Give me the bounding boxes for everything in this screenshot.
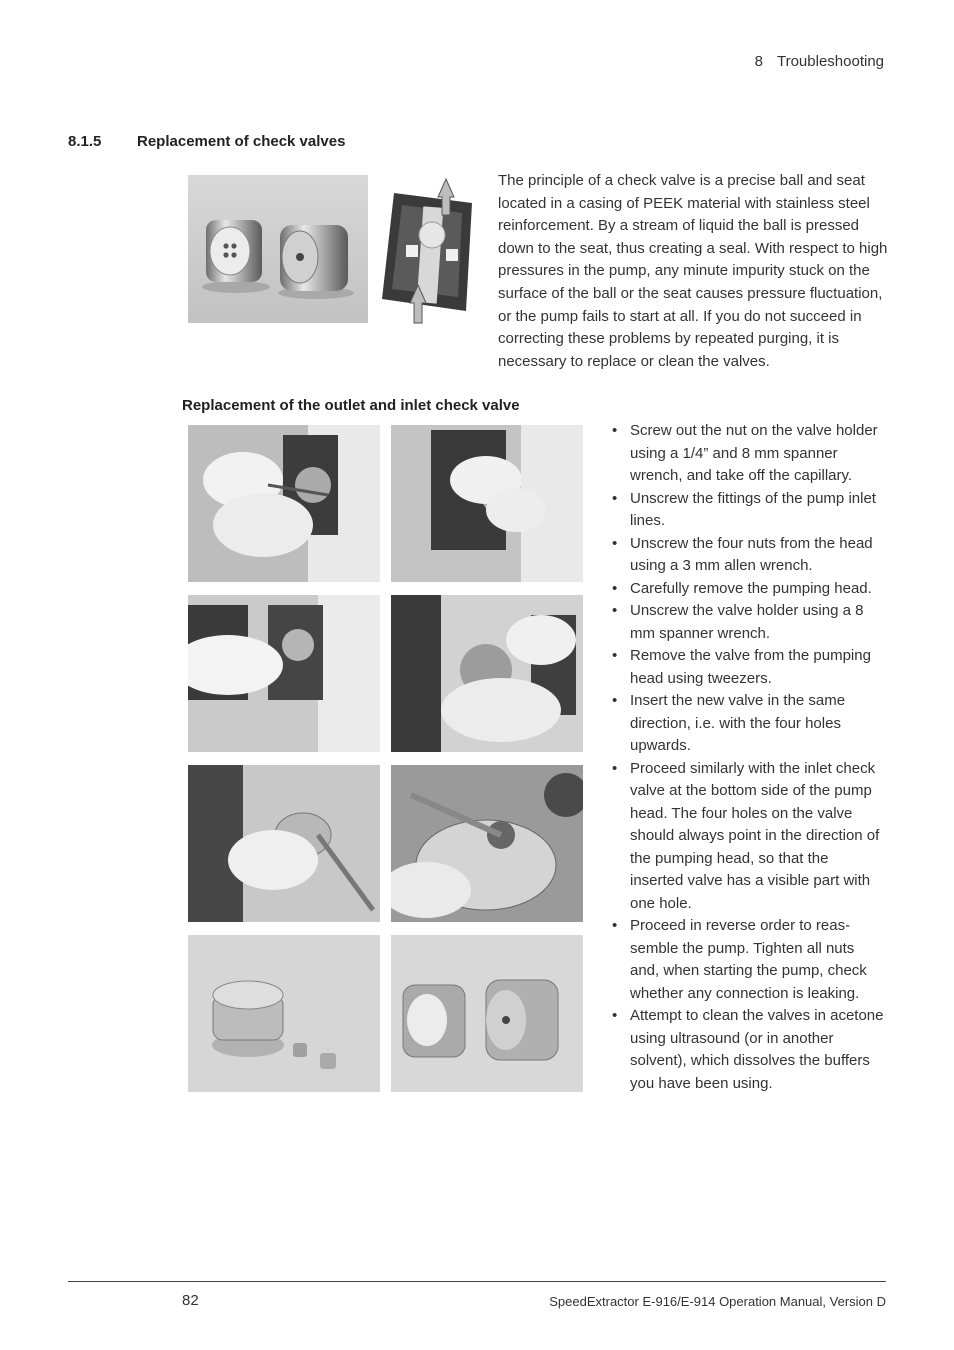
running-header <box>755 53 884 70</box>
section-number: 8.1.5 <box>68 133 102 150</box>
step-item: • Screw out the nut on the valve holder using a 1/4” and 8 mm spanner wrench, and take off the capillary. <box>612 420 884 488</box>
page-number: 82 <box>182 1292 199 1309</box>
step-photo-2 <box>391 425 583 582</box>
chapter-title: Troubleshooting <box>776 53 884 70</box>
step-photo-7 <box>188 935 380 1092</box>
step-photo-1 <box>188 425 380 582</box>
step-item: • Proceed similarly with the inlet check valve at the bottom side of the pump head. The four holes on the valve should always point in the direction of the pumping head, so that the inserted valve has a visible part with one hole. <box>612 758 884 916</box>
step-photo-8 <box>391 935 583 1092</box>
step-item: • Insert the new valve in the same direction, i.e. with the four holes upwards. <box>612 690 884 758</box>
check-valves-photo <box>188 175 368 323</box>
step-item: • Unscrew the valve holder using a 8 mm spanner wrench. <box>612 600 884 645</box>
step-item: • Carefully remove the pumping head. <box>612 578 884 601</box>
chapter-number: 8 <box>754 53 763 70</box>
steps-list <box>612 420 884 1095</box>
step-item: • Proceed in reverse order to reas-semble the pump. Tighten all nuts and, when starting the pump, check whether any connection is leaking. <box>612 915 884 1005</box>
intro-paragraph: The principle of a check valve is a precise ball and seat located in a casing of PEEK material with stainless steel reinforcement. By a stream of liquid the ball is pressed down to the seat, thus creating a seal. With respect to high pressures in the pump, any minute impurity stuck on the surface of the ball or the seat causes pressure fluctuation, or the pump fails to start at all. If you do not succeed in correcting these problems by repeated purging, it is necessary to replace or clean the valves. <box>498 172 888 370</box>
footer-rule <box>68 1281 886 1282</box>
step-photo-5 <box>188 765 380 922</box>
step-item: • Unscrew the fittings of the pump inlet lines. <box>612 488 884 533</box>
step-item: • Unscrew the four nuts from the head using a 3 mm allen wrench. <box>612 533 884 578</box>
subsection-title: Replacement of the outlet and inlet check valve <box>182 397 520 414</box>
section-title: Replacement of check valves <box>137 133 346 150</box>
step-photo-3 <box>188 595 380 752</box>
step-photo-6 <box>391 765 583 922</box>
step-item: • Remove the valve from the pumping head using tweezers. <box>612 645 884 690</box>
manual-title: SpeedExtractor E-916/E-914 Operation Manual, Version D <box>549 1294 886 1309</box>
step-item: • Attempt to clean the valves in acetone using ultrasound (or in another solvent), which dissolves the buffers you have been using. <box>612 1005 884 1095</box>
step-photo-4 <box>391 595 583 752</box>
check-valve-cross-section-diagram <box>374 175 478 325</box>
